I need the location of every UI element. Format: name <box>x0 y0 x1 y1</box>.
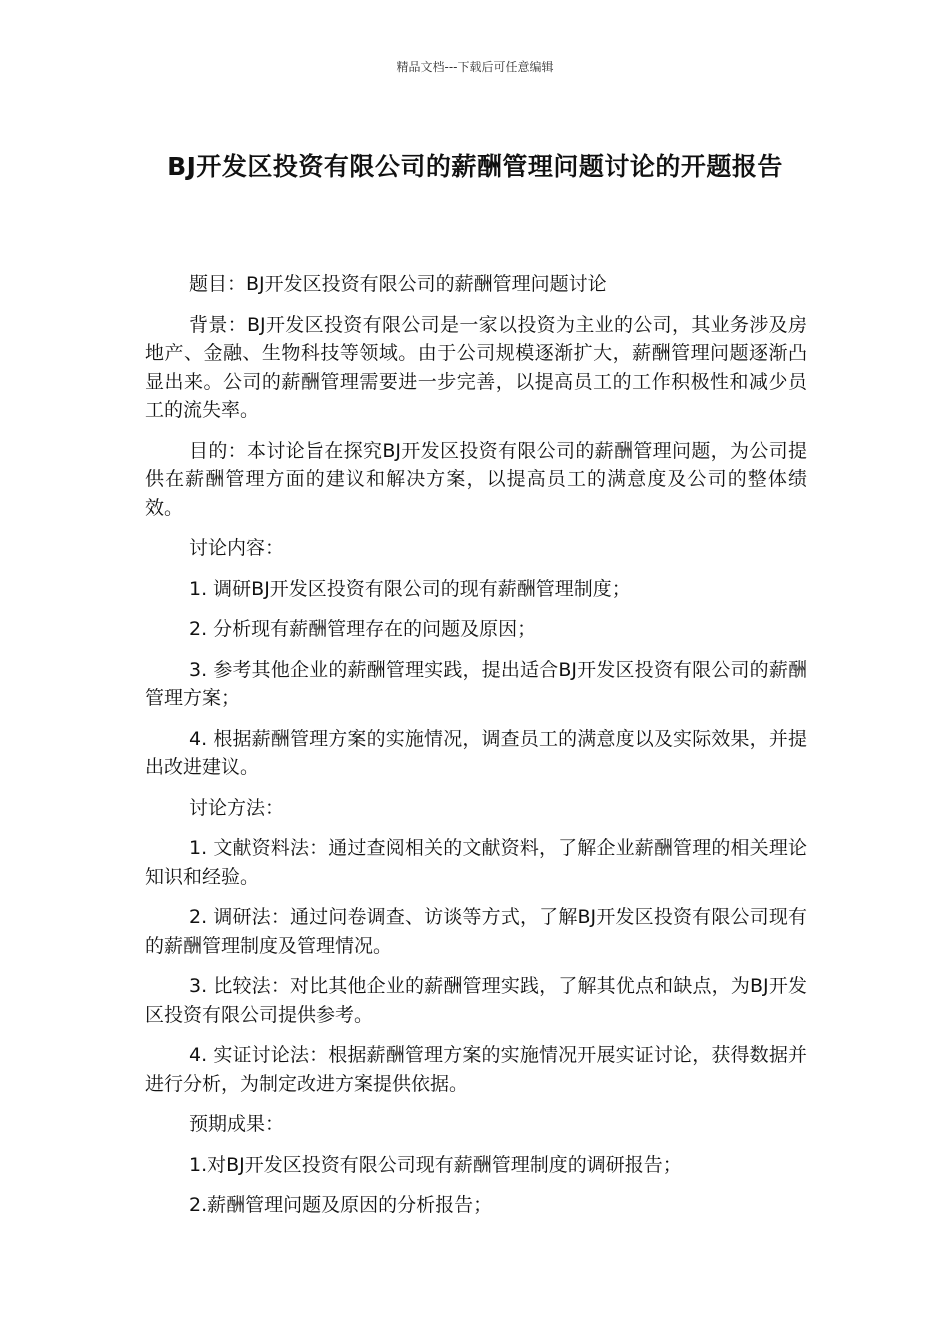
document-body <box>145 270 807 1232</box>
section-heading-outcomes: 预期成果： <box>189 1113 285 1135</box>
paragraph-purpose: 目的：本讨论旨在探究BJ开发区投资有限公司的薪酬管理问题，为公司提供在薪酬管理方面的建议和解决方案，以提高员工的满意度及公司的整体绩效。 <box>145 439 807 519</box>
method-item-1: 1. 文献资料法：通过查阅相关的文献资料，了解企业薪酬管理的相关理论知识和经验。 <box>145 837 807 888</box>
paragraph-background: 背景：BJ开发区投资有限公司是一家以投资为主业的公司，其业务涉及房地产、金融、生物科技等领域。由于公司规模逐渐扩大，薪酬管理问题逐渐凸显出来。公司的薪酬管理需要进一步完善，以提高员工的工作积极性和减少员工的流失率。 <box>145 313 807 421</box>
section-heading-content: 讨论内容： <box>189 537 285 559</box>
content-item-4: 4. 根据薪酬管理方案的实施情况，调查员工的满意度以及实际效果，并提出改进建议。 <box>145 727 807 778</box>
content-item-2: 2. 分析现有薪酬管理存在的问题及原因； <box>189 618 537 640</box>
method-item-2: 2. 调研法：通过问卷调查、访谈等方式，了解BJ开发区投资有限公司现有的薪酬管理制度及管理情况。 <box>145 906 807 957</box>
content-item-1: 1. 调研BJ开发区投资有限公司的现有薪酬管理制度； <box>189 577 631 600</box>
outcome-item-2: 2.薪酬管理问题及原因的分析报告； <box>189 1194 493 1216</box>
section-heading-methods: 讨论方法： <box>189 796 285 819</box>
paragraph-topic: 题目：BJ开发区投资有限公司的薪酬管理问题讨论 <box>189 273 607 295</box>
document-title: BJ开发区投资有限公司的薪酬管理问题讨论的开题报告 <box>167 152 783 181</box>
content-item-3: 3. 参考其他企业的薪酬管理实践，提出适合BJ开发区投资有限公司的薪酬管理方案； <box>145 658 807 709</box>
outcome-item-1: 1.对BJ开发区投资有限公司现有薪酬管理制度的调研报告； <box>189 1153 682 1176</box>
method-item-3: 3. 比较法：对比其他企业的薪酬管理实践，了解其优点和缺点，为BJ开发区投资有限公司提供参考。 <box>145 975 807 1026</box>
page-header: 精品文档---下载后可任意编辑 <box>396 60 554 74</box>
method-item-4: 4. 实证讨论法：根据薪酬管理方案的实施情况开展实证讨论，获得数据并进行分析，为制定改进方案提供依据。 <box>145 1044 807 1095</box>
